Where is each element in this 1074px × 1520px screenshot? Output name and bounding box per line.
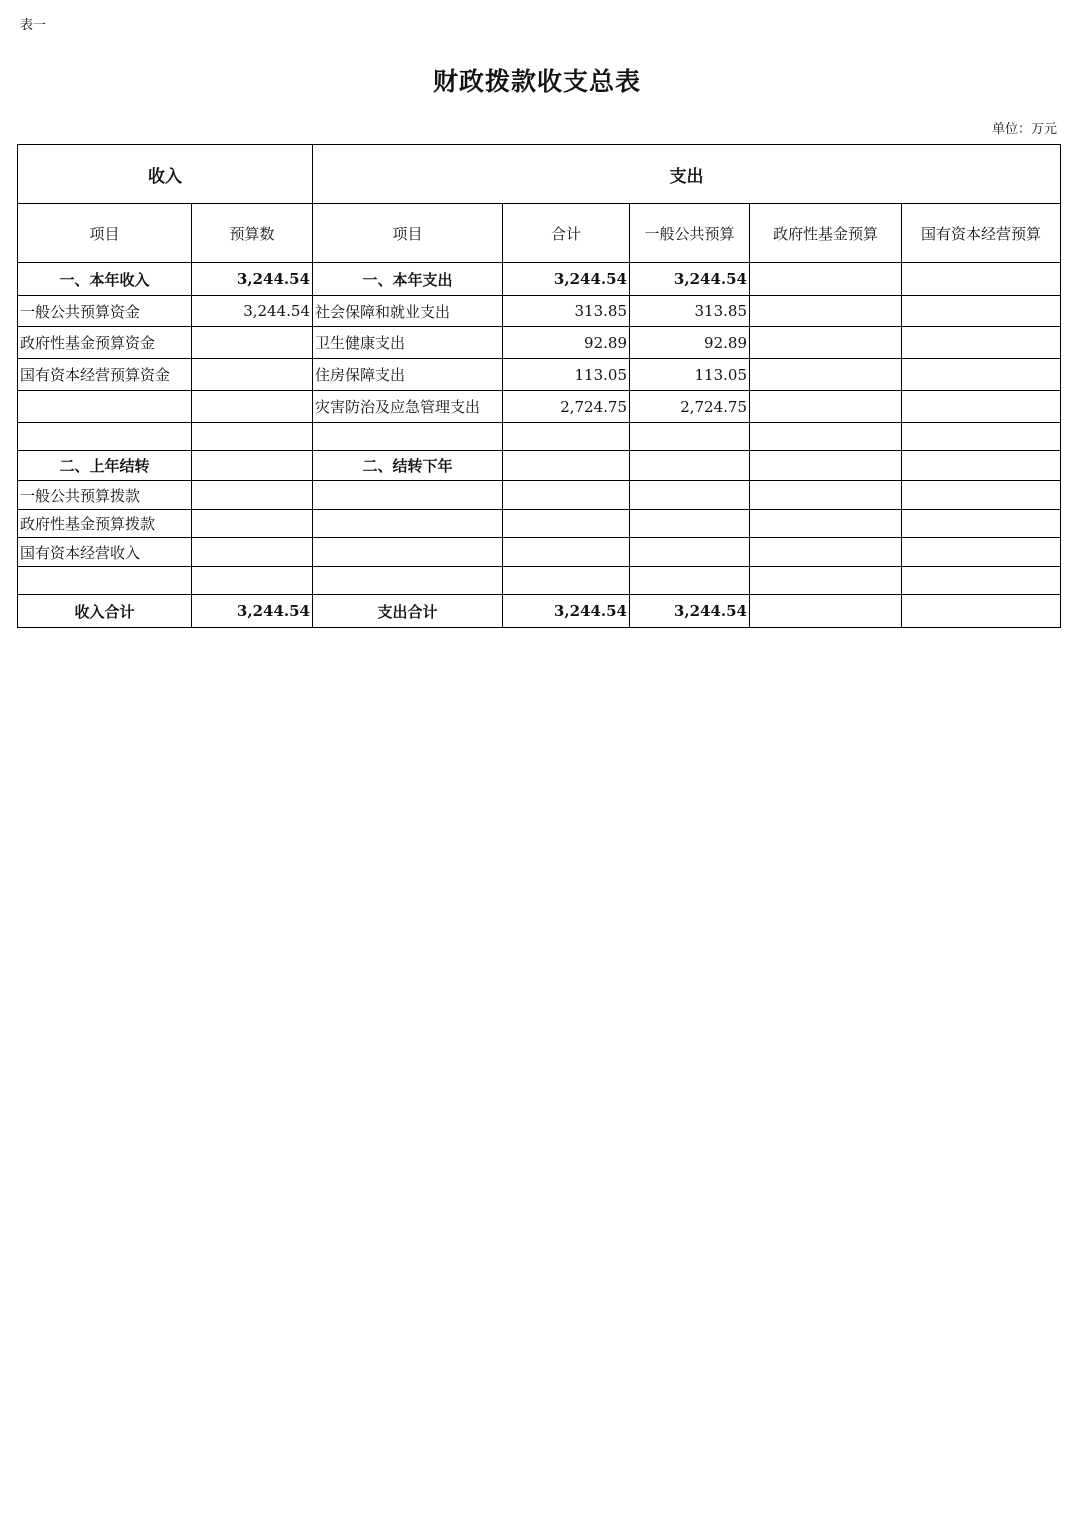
expense-total-value: 3,244.54 [503,595,630,628]
total-cell: 3,244.54 [503,263,630,296]
income-total-value: 3,244.54 [192,595,313,628]
income-item-cell: 一般公共预算资金 [18,296,192,327]
group-header-row [18,145,1061,204]
column-header-row [18,204,1061,263]
table-row [18,423,1061,451]
table-row [18,451,1061,481]
income-total-label: 收入合计 [18,595,192,628]
general-public-budget-cell [630,538,750,567]
budget-amount-cell: 3,244.54 [192,296,313,327]
table-row [18,263,1061,296]
state-capital-budget-cell [902,538,1061,567]
budget-amount-cell [192,391,313,423]
government-fund-budget-cell [750,567,902,595]
total-cell: 92.89 [503,327,630,359]
budget-amount-cell: 3,244.54 [192,263,313,296]
state-capital-budget-cell [902,327,1061,359]
government-fund-budget-cell [750,327,902,359]
income-item-cell [18,423,192,451]
expense-total-label: 支出合计 [313,595,503,628]
general-public-budget-cell [630,481,750,510]
government-fund-budget-cell [750,296,902,327]
state-capital-budget-cell [902,451,1061,481]
general-public-budget-cell [630,451,750,481]
budget-amount-cell [192,510,313,538]
table-row [18,327,1061,359]
table-row [18,296,1061,327]
government-fund-budget-cell [750,359,902,391]
state-capital-budget-cell [902,359,1061,391]
total-cell [503,538,630,567]
column-header-income-item: 项目 [18,204,192,263]
income-item-cell: 政府性基金预算拨款 [18,510,192,538]
general-public-budget-cell [630,567,750,595]
total-cell: 113.05 [503,359,630,391]
table-number-label: 表一 [20,18,47,33]
state-capital-budget-cell [902,510,1061,538]
table-row [18,359,1061,391]
table-row [18,538,1061,567]
table-row [18,510,1061,538]
government-fund-budget-cell [750,510,902,538]
state-capital-budget-cell [902,567,1061,595]
column-header-general-public-budget: 一般公共预算 [630,204,750,263]
budget-amount-cell [192,538,313,567]
expense-item-cell [313,538,503,567]
expense-item-cell: 卫生健康支出 [313,327,503,359]
column-header-government-fund-budget: 政府性基金预算 [750,204,902,263]
budget-amount-cell [192,423,313,451]
expense-item-cell [313,423,503,451]
income-group-header: 收入 [18,145,313,204]
state-capital-budget-cell [902,423,1061,451]
general-public-budget-cell: 113.05 [630,359,750,391]
table-row [18,567,1061,595]
expense-item-cell [313,510,503,538]
general-public-budget-cell: 3,244.54 [630,263,750,296]
income-item-cell [18,391,192,423]
expense-group-header: 支出 [313,145,1061,204]
state-capital-budget-cell [902,391,1061,423]
budget-amount-cell [192,567,313,595]
government-fund-budget-cell [750,391,902,423]
total-cell [503,451,630,481]
column-header-total: 合计 [503,204,630,263]
general-public-budget-cell: 92.89 [630,327,750,359]
government-fund-budget-cell [750,263,902,296]
total-cell: 2,724.75 [503,391,630,423]
budget-summary-table [17,144,1061,628]
general-public-budget-cell [630,510,750,538]
expense-item-cell: 灾害防治及应急管理支出 [313,391,503,423]
column-header-expense-item: 项目 [313,204,503,263]
page-title: 财政拨款收支总表 [432,67,641,96]
expense-item-cell: 社会保障和就业支出 [313,296,503,327]
state-capital-budget-cell [902,263,1061,296]
income-item-cell [18,567,192,595]
expense-item-cell [313,567,503,595]
table-row [18,391,1061,423]
general-public-budget-cell: 313.85 [630,296,750,327]
income-item-cell: 国有资本经营收入 [18,538,192,567]
expense-item-cell: 二、结转下年 [313,451,503,481]
budget-amount-cell [192,359,313,391]
totals-row [18,595,1061,628]
total-cell [503,567,630,595]
general-public-budget-total-value: 3,244.54 [630,595,750,628]
state-capital-budget-total-value [902,595,1061,628]
budget-amount-cell [192,451,313,481]
government-fund-budget-total-value [750,595,902,628]
column-header-state-capital-budget: 国有资本经营预算 [902,204,1061,263]
government-fund-budget-cell [750,423,902,451]
total-cell: 313.85 [503,296,630,327]
government-fund-budget-cell [750,538,902,567]
state-capital-budget-cell [902,481,1061,510]
unit-label: 单位：万元 [991,122,1057,137]
general-public-budget-cell [630,423,750,451]
column-header-budget-amount: 预算数 [192,204,313,263]
income-item-cell: 国有资本经营预算资金 [18,359,192,391]
table-row [18,481,1061,510]
income-item-cell: 一、本年收入 [18,263,192,296]
state-capital-budget-cell [902,296,1061,327]
income-item-cell: 二、上年结转 [18,451,192,481]
budget-amount-cell [192,327,313,359]
expense-item-cell [313,481,503,510]
total-cell [503,510,630,538]
government-fund-budget-cell [750,481,902,510]
expense-item-cell: 住房保障支出 [313,359,503,391]
income-item-cell: 一般公共预算拨款 [18,481,192,510]
income-item-cell: 政府性基金预算资金 [18,327,192,359]
general-public-budget-cell: 2,724.75 [630,391,750,423]
expense-item-cell: 一、本年支出 [313,263,503,296]
budget-amount-cell [192,481,313,510]
total-cell [503,423,630,451]
government-fund-budget-cell [750,451,902,481]
total-cell [503,481,630,510]
